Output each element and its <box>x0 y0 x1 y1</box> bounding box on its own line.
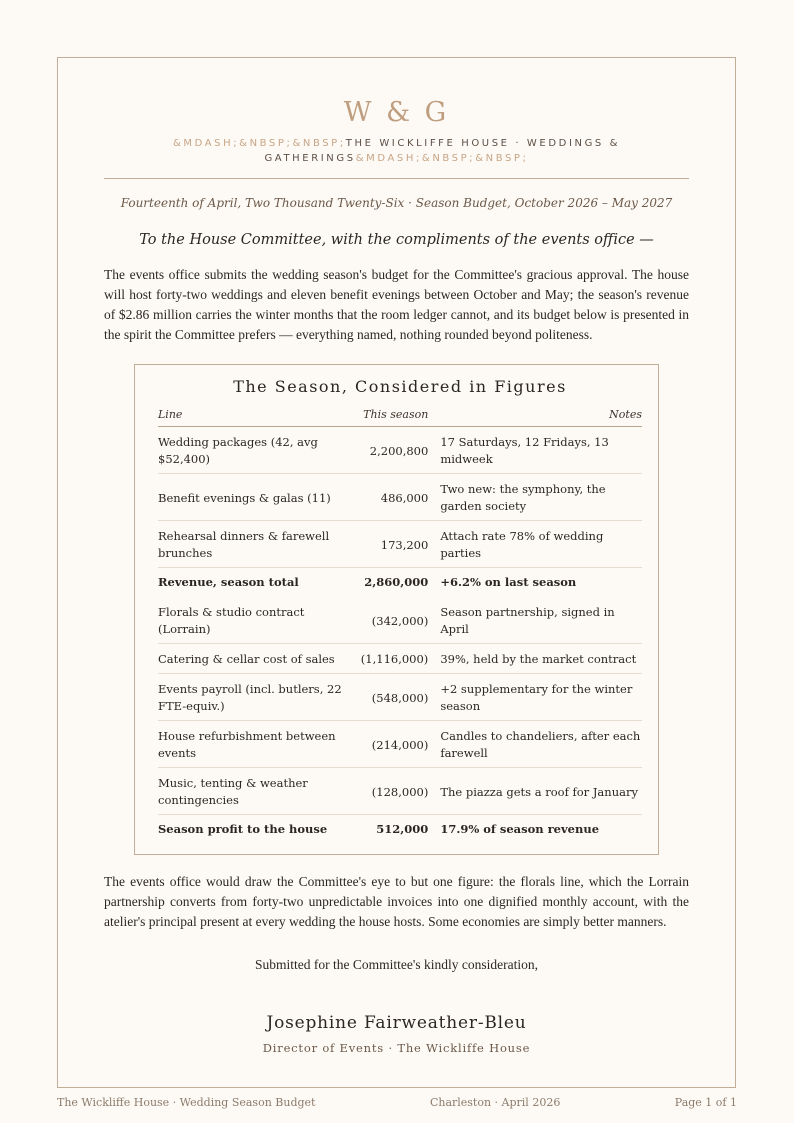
row-line: Music, tenting & weather contingencies <box>158 768 358 815</box>
house-line <box>104 136 689 166</box>
row-note: The piazza gets a roof for January <box>440 768 642 815</box>
row-line: Benefit evenings & galas (11) <box>158 474 358 521</box>
table-row <box>158 474 642 521</box>
dash-right: &MDASH;&NBSP;&NBSP; <box>355 153 529 164</box>
row-amount: (128,000) <box>358 768 441 815</box>
revenue-total-row <box>158 568 642 598</box>
row-line: Wedding packages (42, avg $52,400) <box>158 427 358 474</box>
row-note: +2 supplementary for the winter season <box>440 674 642 721</box>
row-amount: (1,116,000) <box>358 644 441 674</box>
row-line: Season profit to the house <box>158 822 328 836</box>
table-row <box>158 721 642 768</box>
header-line: Line <box>158 408 358 427</box>
closing-text: The events office would draw the Committee's eye to but one figure: the florals line, which the Lorrain partnership converts from forty-two unpredictable invoices into one dignified monthly account, with the atelier's principal present at every wedding the house hosts. Some economies are simply better manners. <box>104 874 689 929</box>
row-amount: 2,200,800 <box>358 427 441 474</box>
date-line: Fourteenth of April, Two Thousand Twenty-Six · Season Budget, October 2026 – May 2027 <box>120 196 673 210</box>
footer-right: Page 1 of 1 <box>674 1096 737 1109</box>
header-amount: This season <box>358 408 441 427</box>
intro-text: The events office submits the wedding season's budget for the Committee's gracious approval. The house will host forty-two weddings and eleven benefit evenings between October and May; the season's revenue of $2.86 million carries the winter months that the room ledger cannot, and its budget below is presented in the spirit the Committee prefers — everything named, nothing rounded beyond politeness. <box>104 267 689 342</box>
footer-center: Charleston · April 2026 <box>429 1096 561 1109</box>
table-row <box>158 597 642 644</box>
row-amount: 2,860,000 <box>364 575 429 589</box>
row-line: Revenue, season total <box>158 575 299 589</box>
monogram: W & G <box>343 97 450 128</box>
row-amount: (548,000) <box>358 674 441 721</box>
letter-body <box>104 58 689 1055</box>
salutation: To the House Committee, with the compliments of the events office — <box>139 232 654 248</box>
sign-off: Submitted for the Committee's kindly consideration, <box>255 957 538 972</box>
row-line: Florals & studio contract (Lorrain) <box>158 597 358 644</box>
header-notes: Notes <box>440 408 642 427</box>
house-name: THE WICKLIFFE HOUSE · WEDDINGS & GATHERINGS <box>264 138 621 164</box>
row-amount: 512,000 <box>376 822 429 836</box>
footer-left: The Wickliffe House · Wedding Season Budget <box>57 1096 316 1109</box>
row-note: Attach rate 78% of wedding parties <box>440 521 642 568</box>
page-footer <box>57 1096 737 1109</box>
closing-paragraph <box>104 872 689 932</box>
table-header-row <box>158 408 642 427</box>
row-note: +6.2% on last season <box>440 575 577 589</box>
dash-left: &MDASH;&NBSP;&NBSP; <box>172 138 346 149</box>
signatory-name: Josephine Fairweather-Bleu <box>266 1013 527 1033</box>
row-amount: (342,000) <box>358 597 441 644</box>
row-note: Season partnership, signed in April <box>440 597 642 644</box>
row-line: House refurbishment between events <box>158 721 358 768</box>
row-note: Two new: the symphony, the garden society <box>440 474 642 521</box>
table-title: The Season, Considered in Figures <box>233 377 567 396</box>
budget-table <box>158 408 642 844</box>
row-amount: 173,200 <box>358 521 441 568</box>
table-row <box>158 644 642 674</box>
row-note: 39%, held by the market contract <box>440 644 642 674</box>
signatory-title: Director of Events · The Wickliffe House <box>262 1041 531 1055</box>
row-note: Candles to chandeliers, after each farewell <box>440 721 642 768</box>
budget-table-box <box>134 364 659 855</box>
row-amount: (214,000) <box>358 721 441 768</box>
row-note: 17 Saturdays, 12 Fridays, 13 midweek <box>440 427 642 474</box>
letter-frame <box>57 57 736 1088</box>
header-rule <box>104 178 689 179</box>
row-note: 17.9% of season revenue <box>440 822 600 836</box>
row-line: Catering & cellar cost of sales <box>158 644 358 674</box>
row-amount: 486,000 <box>358 474 441 521</box>
row-line: Rehearsal dinners & farewell brunches <box>158 521 358 568</box>
intro-paragraph <box>104 265 689 345</box>
profit-total-row <box>158 815 642 845</box>
table-row <box>158 427 642 474</box>
table-row <box>158 674 642 721</box>
row-line: Events payroll (incl. butlers, 22 FTE-equiv.) <box>158 674 358 721</box>
table-row <box>158 521 642 568</box>
table-row <box>158 768 642 815</box>
